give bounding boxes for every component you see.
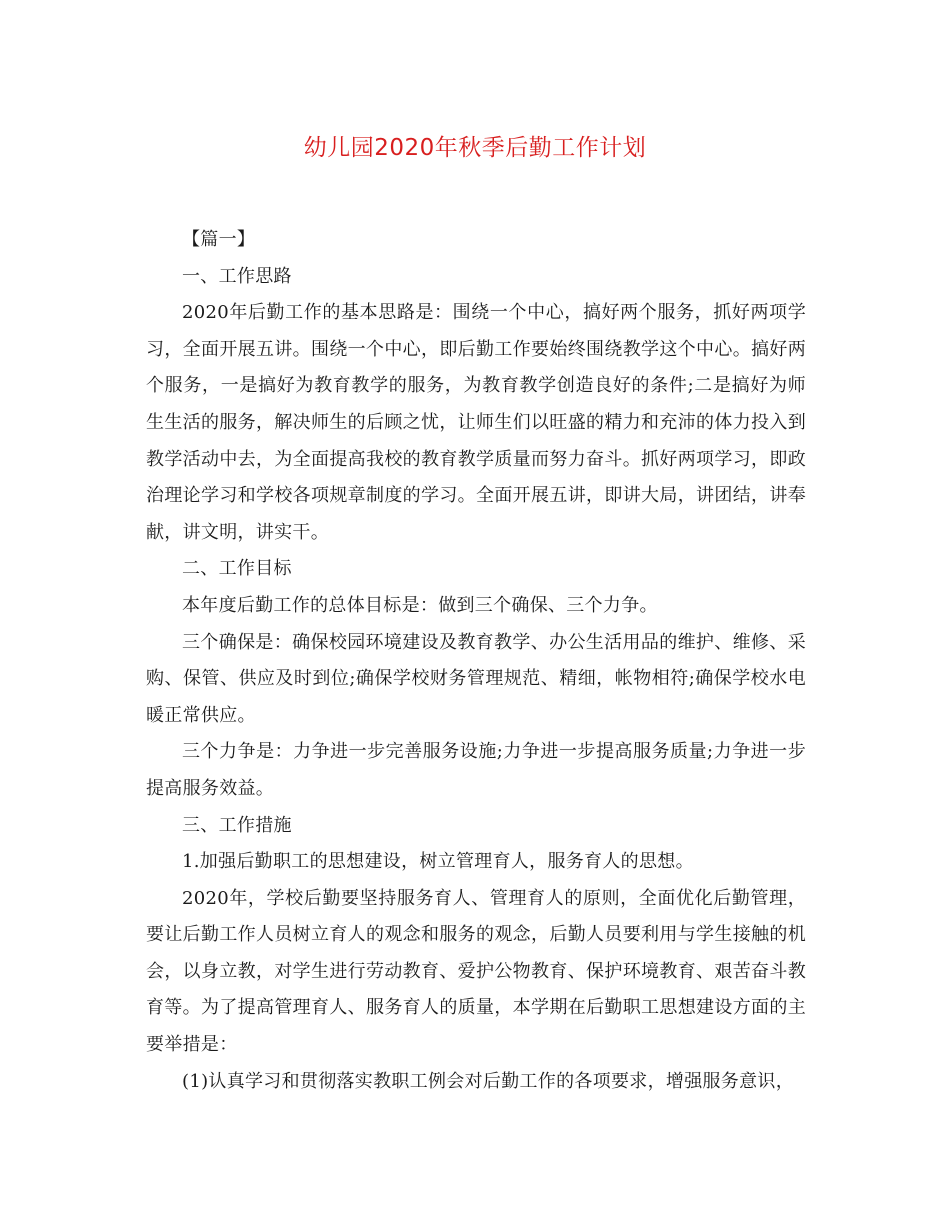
heading-work-goals: 二、工作目标 [182, 558, 292, 580]
paragraph-overall-goal: 本年度后勤工作的总体目标是：做到三个确保、三个力争。 [182, 594, 658, 616]
paragraph-three-ensures: 三个确保是：确保校园环境建设及教育教学、办公生活用品的维护、维修、采购、保管、供应及时到位;确保学校财务管理规范、精细，帐物相符;确保学校水电暖正常供应。 [146, 631, 806, 726]
paragraph-measure-1-item-1: (1)认真学习和贯彻落实教职工例会对后勤工作的各项要求，增强服务意识， [182, 1070, 794, 1092]
paragraph-measure-1: 2020年，学校后勤要坚持服务育人、管理育人的原则，全面优化后勤管理，要让后勤工作人员树立育人的观念和服务的观念，后勤人员要利用与学生接触的机会，以身立教，对学生进行劳动教育、爱护公物教育、保护环境教育、艰苦奋斗教育等。为了提高管理育人、服务育人的质量，本学期在后勤职工思想建设方面的主要举措是： [146, 887, 806, 1056]
heading-work-measures: 三、工作措施 [182, 814, 292, 836]
document-title: 幼儿园2020年秋季后勤工作计划 [303, 135, 647, 161]
heading-work-ideas: 一、工作思路 [182, 265, 292, 287]
paragraph-three-strives: 三个力争是：力争进一步完善服务设施;力争进一步提高服务质量;力争进一步提高服务效益。 [146, 741, 806, 799]
section-marker: 【篇一】 [182, 229, 256, 250]
document-body [146, 222, 806, 1100]
paragraph-work-ideas: 2020年后勤工作的基本思路是：围绕一个中心，搞好两个服务，抓好两项学习，全面开展五讲。围绕一个中心，即后勤工作要始终围绕教学这个中心。搞好两个服务，一是搞好为教育教学的服务，为教育教学创造良好的条件;二是搞好为师生生活的服务，解决师生的后顾之忧，让师生们以旺盛的精力和充沛的体力投入到教学活动中去，为全面提高我校的教育教学质量而努力奋斗。抓好两项学习，即政治理论学习和学校各项规章制度的学习。全面开展五讲，即讲大局，讲团结，讲奉献，讲文明，讲实干。 [146, 302, 806, 543]
subheading-measure-1: 1.加强后勤职工的思想建设，树立管理育人，服务育人的思想。 [182, 851, 694, 873]
